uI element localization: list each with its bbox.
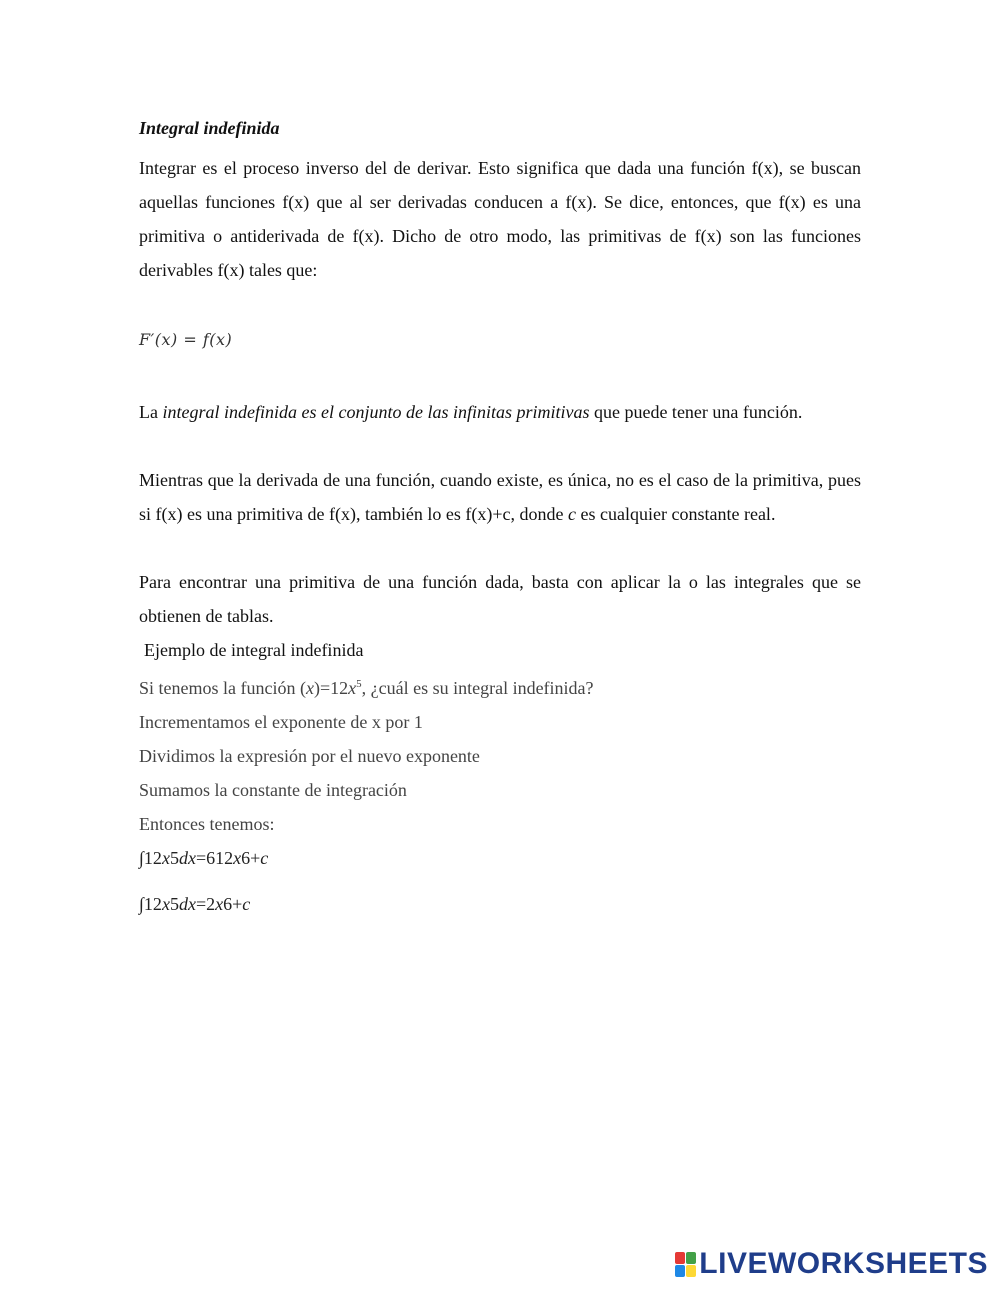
finding-paragraph: Para encontrar una primitiva de una función dada, basta con aplicar la o las integrales que se obtienen de tablas. xyxy=(139,572,861,626)
document-title: Integral indefinida xyxy=(139,118,280,138)
liveworksheets-logo xyxy=(675,1247,988,1280)
example-question: Si tenemos la función $(x)=12x^5$, ¿cuál es su integral indefinida? xyxy=(139,678,594,698)
definition-paragraph: La integral indefinida es el conjunto de las infinitas primitivas que puede tener una función. xyxy=(139,402,803,422)
example-step-1: Incrementamos el exponente de x por 1 xyxy=(139,712,423,732)
document-body xyxy=(139,115,861,921)
integral-expression-2: ∫12x5dx=2x6+c xyxy=(139,894,251,914)
intro-paragraph: Integrar es el proceso inverso del de derivar. Esto significa que dada una función f(x), se buscan aquellas funciones f(x) que al ser derivadas conducen a f(x). Se dice, entonces, que f(x) es una primitiva o antiderivada de f(x). Dicho de otro modo, las primitivas de f(x) son las funciones derivables f(x) tales que: xyxy=(139,158,861,280)
definition-emphasis: integral indefinida es el conjunto de las infinitas primitivas xyxy=(162,402,590,422)
liveworksheets-logo-text: LIVEWORKSHEETS xyxy=(699,1247,988,1280)
derivative-formula-image: F′(x) = f(x) xyxy=(139,330,233,349)
example-step-2: Dividimos la expresión por el nuevo exponente xyxy=(139,746,480,766)
integral-expression-1: ∫12x5dx=612x6+c xyxy=(139,848,269,868)
example-heading: Ejemplo de integral indefinida xyxy=(144,640,364,660)
liveworksheets-logo-icon xyxy=(675,1252,695,1276)
example-then: Entonces tenemos: xyxy=(139,814,275,834)
uniqueness-paragraph: Mientras que la derivada de una función, cuando existe, es única, no es el caso de la primitiva, pues si f(x) es una primitiva de f(x), también lo es f(x)+c, donde c es cualquier constante real. xyxy=(139,470,861,524)
example-step-3: Sumamos la constante de integración xyxy=(139,780,407,800)
